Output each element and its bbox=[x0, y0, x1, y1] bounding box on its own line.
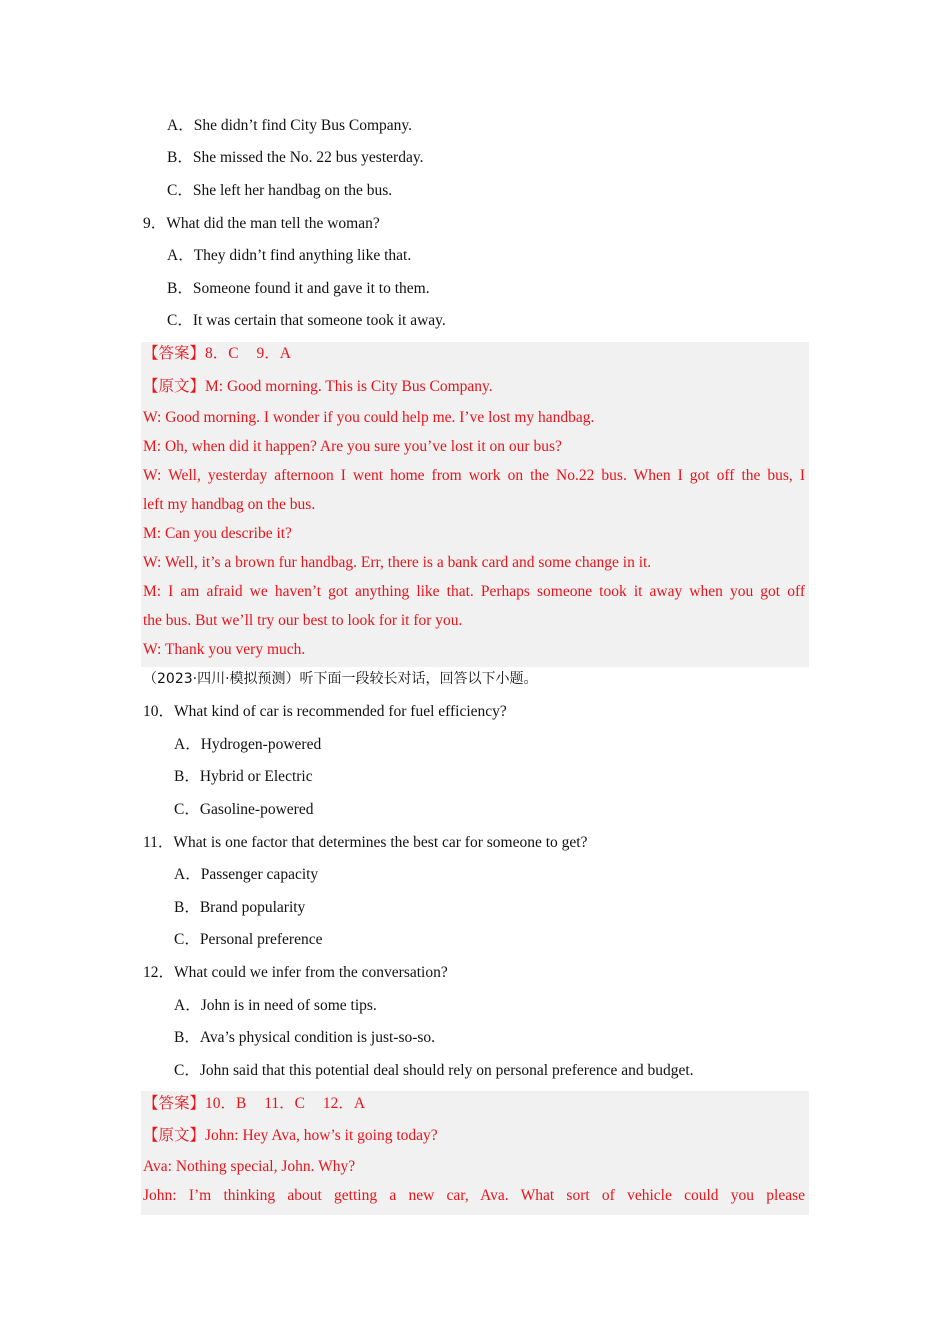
transcript-line-7: W: Well, it’s a brown fur handbag. Err, there is a bank card and some change in it. bbox=[143, 554, 652, 571]
q10-option-a: A．Hydrogen-powered bbox=[174, 736, 322, 753]
transcript-line-1 bbox=[143, 377, 493, 397]
answer-text: 10．B 11．C 12．A bbox=[205, 1095, 366, 1112]
transcript2-line-3: John: I’m thinking about getting a new car, Ava. What sort of vehicle could you please bbox=[143, 1187, 805, 1204]
transcript2-line-2: Ava: Nothing special, John. Why? bbox=[143, 1158, 356, 1175]
answer-label: 【答案】 bbox=[143, 345, 206, 362]
transcript-label: 【原文】 bbox=[143, 378, 206, 395]
transcript-line-3: M: Oh, when did it happen? Are you sure you’ve lost it on our bus? bbox=[143, 438, 562, 455]
transcript-line-8: M: I am afraid we haven’t got anything like that. Perhaps someone took it away when you got off bbox=[143, 583, 805, 600]
transcript-line-10: W: Thank you very much. bbox=[143, 641, 306, 658]
transcript-text: M: Good morning. This is City Bus Company. bbox=[205, 378, 493, 395]
q12-option-c: C．John said that this potential deal should rely on personal preference and budget. bbox=[174, 1062, 694, 1079]
q10-option-b: B．Hybrid or Electric bbox=[174, 768, 313, 785]
q11-option-a: A．Passenger capacity bbox=[174, 866, 319, 883]
transcript-text: John: Hey Ava, how’s it going today? bbox=[205, 1127, 438, 1144]
q9-question: 9．What did the man tell the woman? bbox=[143, 215, 380, 232]
answer-label: 【答案】 bbox=[143, 1095, 206, 1112]
q8-option-a: A．She didn’t find City Bus Company. bbox=[167, 117, 412, 134]
answer-text: 8．C 9．A bbox=[205, 345, 291, 362]
transcript2-line-1 bbox=[143, 1126, 438, 1146]
q12-option-b: B．Ava’s physical condition is just-so-so. bbox=[174, 1029, 436, 1046]
q9-option-a: A．They didn’t find anything like that. bbox=[167, 247, 412, 264]
section-intro: （2023·四川·模拟预测）听下面一段较长对话，回答以下小题。 bbox=[143, 671, 538, 687]
q12-option-a: A．John is in need of some tips. bbox=[174, 997, 377, 1014]
transcript-label: 【原文】 bbox=[143, 1127, 206, 1144]
transcript-line-9: the bus. But we’ll try our best to look for it for you. bbox=[143, 612, 463, 629]
answer-line-2 bbox=[143, 1094, 365, 1114]
q8-option-c: C．She left her handbag on the bus. bbox=[167, 182, 393, 199]
answer-line-1 bbox=[143, 344, 291, 364]
transcript-line-4: W: Well, yesterday afternoon I went home from work on the No.22 bus. When I got off the bus, I bbox=[143, 467, 805, 484]
q10-question: 10．What kind of car is recommended for fuel efficiency? bbox=[143, 703, 507, 720]
q10-option-c: C．Gasoline-powered bbox=[174, 801, 314, 818]
transcript-line-2: W: Good morning. I wonder if you could help me. I’ve lost my handbag. bbox=[143, 409, 595, 426]
transcript-line-5: left my handbag on the bus. bbox=[143, 496, 316, 513]
q11-question: 11．What is one factor that determines the best car for someone to get? bbox=[143, 834, 588, 851]
q8-option-b: B．She missed the No. 22 bus yesterday. bbox=[167, 149, 424, 166]
transcript-line-6: M: Can you describe it? bbox=[143, 525, 292, 542]
q11-option-c: C．Personal preference bbox=[174, 931, 323, 948]
q9-option-c: C．It was certain that someone took it away. bbox=[167, 312, 446, 329]
q12-question: 12．What could we infer from the conversation? bbox=[143, 964, 448, 981]
q9-option-b: B．Someone found it and gave it to them. bbox=[167, 280, 430, 297]
q11-option-b: B．Brand popularity bbox=[174, 899, 306, 916]
